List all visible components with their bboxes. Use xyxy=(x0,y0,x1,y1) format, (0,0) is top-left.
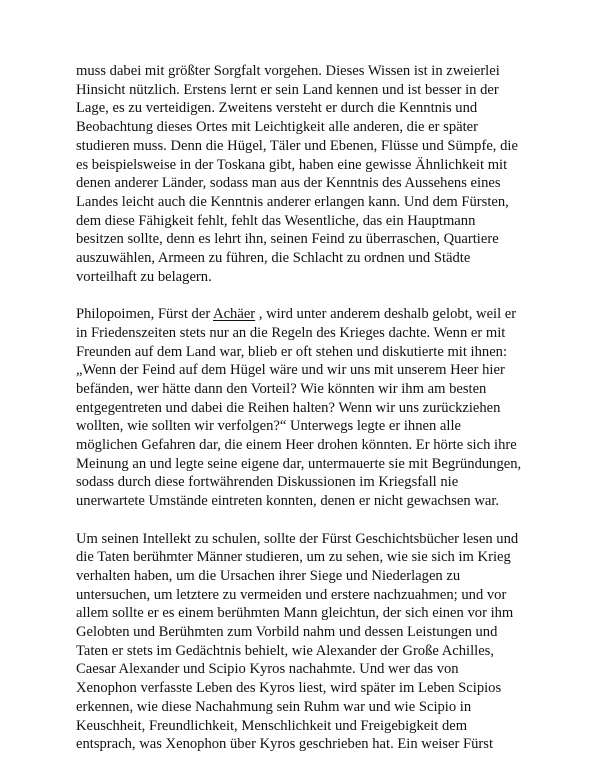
text-line: allem sollte er es einem berühmten Mann gleichtun, der sich einen vor ihm xyxy=(76,605,514,622)
text-line: Landes leicht auch die Kenntnis anderer erlangen kann. Und dem Fürsten, xyxy=(76,193,509,210)
text-line: Caesar Alexander und Scipio Kyros nachahmte. Und wer das von xyxy=(76,661,459,678)
text-line: denen anderer Länder, sodass man aus der Kenntnis des Aussehens eines xyxy=(76,175,501,192)
text-line: es beispielsweise in der Toskana gibt, haben eine gewisse Ähnlichkeit mit xyxy=(76,156,508,173)
text-line: studieren muss. Denn die Hügel, Täler und Ebenen, Flüsse und Sümpfe, die xyxy=(76,137,518,154)
text-line: Lage, es zu verteidigen. Zweitens versteht er durch die Kenntnis und xyxy=(76,100,478,117)
paragraph-2 xyxy=(76,305,526,511)
text-line: Um seinen Intellekt zu schulen, sollte der Fürst Geschichtsbücher lesen und xyxy=(76,530,519,547)
text-line: dem diese Fähigkeit fehlt, fehlt das Wesentliche, das ein Hauptmann xyxy=(76,212,476,229)
text-line: Beobachtung dieses Ortes mit Leichtigkeit alle anderen, die er später xyxy=(76,119,478,136)
document-page xyxy=(76,62,526,773)
text-line: muss dabei mit größter Sorgfalt vorgehen. Dieses Wissen ist in zweierlei xyxy=(76,63,500,79)
text-line: unerwartete Umstände eintreten konnten, denen er nicht gewachsen war. xyxy=(76,493,500,510)
text-line: erkennen, wie diese Nachahmung sein Ruhm war und wie Scipio in xyxy=(76,698,472,715)
text-fragment: Philopoimen, Fürst der xyxy=(76,306,214,323)
text-line: Hinsicht nützlich. Erstens lernt er sein Land kennen und ist besser in der xyxy=(76,81,499,98)
achaeer-link[interactable]: Achäer xyxy=(213,306,256,323)
text-line: befänden, wer hätte dann den Vorteil? Wie könnten wir ihm am besten xyxy=(76,380,487,397)
text-line: wollten, wie sollten wir verfolgen?“ Unterwegs legte er ihnen alle xyxy=(76,418,461,435)
text-fragment: , wird unter anderem deshalb gelobt, weil er xyxy=(255,306,517,323)
text-line: untersuchen, um letztere zu vermeiden und erstere nachzuahmen; und vor xyxy=(76,586,507,603)
text-line: vorteilhaft zu belagern. xyxy=(76,268,212,285)
paragraph-3 xyxy=(76,530,526,754)
text-line: entgegentreten und dabei die Reihen halten? Wenn wir uns zurückziehen xyxy=(76,399,501,416)
text-line: „Wenn der Feind auf dem Hügel wäre und wir uns mit unserem Heer hier xyxy=(76,362,505,379)
text-line: Freunden auf dem Land war, blieb er oft stehen und diskutierte mit ihnen: xyxy=(76,343,508,360)
text-line: Xenophon verfasste Leben des Kyros liest, wird später im Leben Scipios xyxy=(76,680,502,697)
text-line: Keuschheit, Freundlichkeit, Menschlichkeit und Freigebigkeit dem xyxy=(76,717,468,734)
text-line: Taten er stets im Gedächtnis behielt, wie Alexander der Große Achilles, xyxy=(76,642,495,659)
text-line: besitzen sollte, denn es lehrt ihn, seinen Feind zu überraschen, Quartiere xyxy=(76,231,499,248)
text-line: verhalten haben, um die Ursachen ihrer Siege und Niederlagen zu xyxy=(76,567,461,584)
text-line: möglichen Gefahren dar, die einem Heer drohen könnten. Er hörte sich ihre xyxy=(76,437,517,454)
text-line: sodass durch diese fortwährenden Diskussionen im Kriegsfall nie xyxy=(76,474,459,491)
paragraph-1 xyxy=(76,62,526,286)
text-line: auszuwählen, Armeen zu führen, die Schlacht zu ordnen und Städte xyxy=(76,250,471,267)
text-line: Meinung an und legte seine eigene dar, untermauerte sie mit Begründungen, xyxy=(76,455,522,472)
text-line xyxy=(76,305,526,324)
text-line: die Taten berühmter Männer studieren, um zu sehen, wie sie sich im Krieg xyxy=(76,549,511,566)
text-line: in Friedenszeiten stets nur an die Regeln des Krieges dachte. Wenn er mit xyxy=(76,324,506,341)
text-line: Gelobten und Berühmten zum Vorbild nahm und dessen Leistungen und xyxy=(76,624,498,641)
text-line: entsprach, was Xenophon über Kyros geschrieben hat. Ein weiser Fürst xyxy=(76,736,494,753)
